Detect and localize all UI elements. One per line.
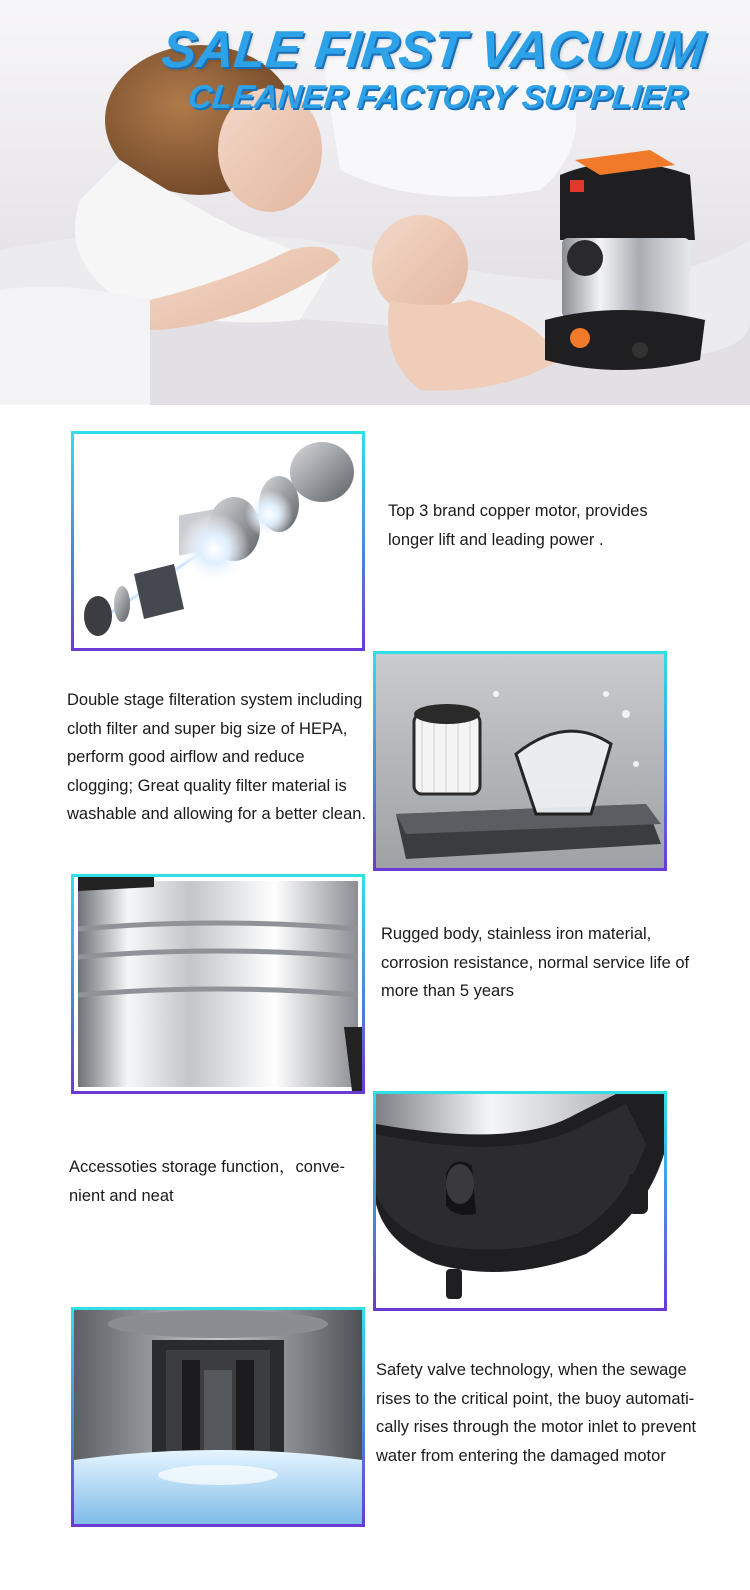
stainless-body-icon [74, 877, 362, 1091]
feature-text-storage: Accessoties storage function，conve-nient and neat [69, 1158, 346, 1205]
filter-image-frame [373, 651, 667, 871]
storage-image-frame [373, 1091, 667, 1311]
feature-text-valve: Safety valve technology, when the sewage rises to the critical point, the buoy automati-cally rises through the motor inlet to prevent water from entering the damaged motor [376, 1361, 697, 1465]
motor-image-frame [71, 431, 365, 651]
safety-valve-icon [74, 1310, 362, 1524]
motor-exploded-icon [74, 434, 362, 648]
accessory-storage-icon [376, 1094, 664, 1308]
body-image-frame [71, 874, 365, 1094]
valve-image-frame [71, 1307, 365, 1527]
feature-text-body: Rugged body, stainless iron material, corrosion resistance, normal service life of more than 5 years [381, 925, 690, 1000]
hero-title [155, 22, 707, 116]
filter-icon [376, 654, 664, 868]
hero-banner [0, 0, 750, 405]
hero-title-line2: CLEANER FACTORY SUPPLIER [186, 78, 690, 115]
feature-text-motor: Top 3 brand copper motor, provides longer lift and leading power . [388, 502, 648, 549]
feature-text-filter: Double stage filteration system including cloth filter and super big size of HEPA, perform good airflow and reduce clogging; Great quality filter material is washable and allowing for a better clean. [67, 691, 367, 823]
hero-title-line1: SALE FIRST VACUUM [158, 21, 708, 79]
vacuum-cleaner-illustration [545, 150, 705, 370]
